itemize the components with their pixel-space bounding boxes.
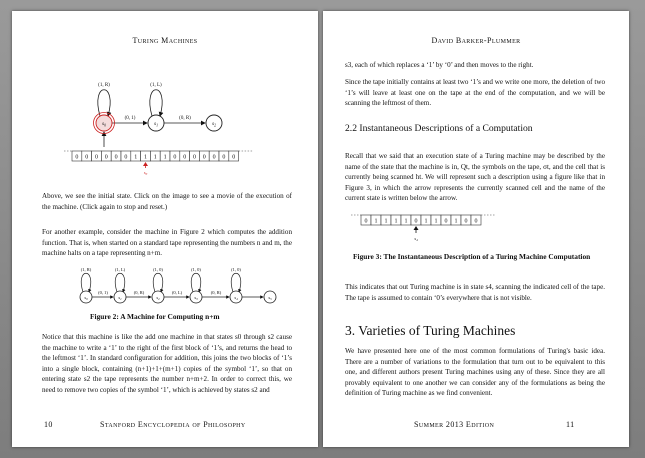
paragraph-indicates-state: This indicates that out Turing machine is in state s4, scanning the indicated cell of the tape. The tape is assumed to contain ‘0’s everywhere that is not visible. — [345, 283, 605, 302]
footer-page-number-right: 11 — [566, 420, 575, 429]
figure-2-state-label-1: $s_1$ — [118, 294, 122, 301]
figure-1-loop-label-0: (1, R) — [98, 83, 110, 88]
figure-2-loop-2 — [153, 273, 163, 292]
paragraph-machine-explanation: Notice that this machine is like the add one machine in that states s0 through s2 cause the machine to write a ‘1’ to the right of the first block of ‘1’s, and returns the head to the leftmost ‘1’. In standard configuration for addition, this joins the two blocks of ‘1’s into a single block, containing (n+1)+1+(m+1) copies of the symbol ‘1’, so that on entering state s2 the tape represents the number n+m+2. In order to correct this, we need to remove two copies of the symbol ‘1’, which is achieved by states s2 and — [42, 333, 292, 394]
figure-3-tape-symbol: 0 — [464, 218, 468, 225]
figure-1-tape-symbol: 0 — [222, 154, 226, 161]
figure-2-state-label-2: $s_2$ — [156, 294, 160, 301]
figure-2-caption: Figure 2: A Machine for Computing n+m — [90, 312, 220, 321]
left-page — [12, 11, 318, 447]
figure-2-loop-label-1: (1, L) — [114, 267, 126, 272]
running-header-author: David Barker-Plummer — [431, 36, 521, 45]
figure-2-state-label-0: $s_0$ — [84, 294, 88, 301]
figure-1-tape-symbol: 0 — [85, 154, 89, 161]
figure-1-tape-symbol: 0 — [124, 154, 128, 161]
figure-1-tape-symbol: 0 — [173, 154, 177, 161]
figure-1-tape-symbol: 1 — [134, 154, 138, 161]
right-page — [323, 11, 629, 447]
figure-1-state-label-1: $s_1$ — [153, 121, 159, 128]
figure-1-edge-label-0: (0, 1) — [124, 116, 136, 121]
figure-3-tape-symbol: 1 — [394, 218, 398, 225]
figure-2-loop-label-4: (1, 0) — [231, 267, 241, 272]
figure-1-tape-symbol: 1 — [144, 154, 147, 161]
figure-2-edge-label-3: (0, R) — [210, 290, 222, 295]
figure-3-tape-symbol: 1 — [424, 218, 428, 225]
figure-1-head-label: $s_0$ — [143, 170, 148, 175]
figure-1-loop-label-1: (1, L) — [150, 83, 162, 88]
figure-2-state-label-3: $s_3$ — [194, 294, 198, 301]
section-heading-3: 3. Varieties of Turing Machines — [345, 323, 516, 338]
figure-3-tape-symbol: 0 — [364, 218, 368, 225]
figure-2-edge-label-0: (0, 1) — [98, 290, 108, 295]
figure-2-loop-label-3: (1, 0) — [191, 267, 201, 272]
running-header-title: Turing Machines — [132, 36, 198, 45]
figure-1-state-label-0: $s_0$ — [101, 121, 107, 128]
figure-1-tape-symbol: 0 — [232, 154, 236, 161]
figure-1-tape-symbol: 0 — [75, 154, 79, 161]
figure-3-tape — [351, 209, 511, 249]
figure-3-tape-symbol: 1 — [404, 218, 408, 225]
figure-2-loop-4 — [231, 273, 241, 292]
figure-1-edge-label-1: (0, R) — [179, 116, 191, 121]
paragraph-initial-state: Above, we see the initial state. Click on the image to see a movie of the execution of the machine. (Click again to stop and reset.) — [42, 192, 292, 211]
figure-2-state-label-4: $s_4$ — [234, 294, 238, 301]
footer-edition: Summer 2013 Edition — [414, 420, 495, 429]
figure-2-loop-1 — [115, 273, 125, 292]
figure-2-loop-0 — [81, 273, 91, 292]
figure-1-tape-symbol: 0 — [193, 154, 196, 161]
paragraph-execution-state: Recall that we said that an execution state of a Turing machine may be described by the name of the state that the machine is in, Qt, the symbols on the tape, σt, and the cell that is currently being scanned ht. We will represent such a description using a figure like that in Figure 3, in which the arrow represents the currently scanned cell and the name of the current state is written below the arrow. — [345, 152, 605, 202]
figure-3-tape-symbol: 0 — [444, 218, 448, 225]
figure-1-tape-symbol: 1 — [163, 154, 167, 161]
figure-1-state-label-2: $s_2$ — [211, 121, 217, 128]
paragraph-tape-contains: Since the tape initially contains at least two ‘1’s and we write one more, the deletion of two ‘1’s will leave at least one on the tape at the end of the computation, and we will be scanning the leftmost of them. — [345, 78, 605, 107]
figure-2-state-label-5: $s_5$ — [268, 294, 272, 301]
figure-2-state-diagram — [78, 267, 278, 317]
figure-1-tape-symbol: 0 — [114, 154, 118, 161]
figure-3-tape-symbol: 1 — [374, 218, 378, 225]
figure-3-tape-symbol: 0 — [414, 218, 418, 225]
figure-1-tape-symbol: 0 — [95, 154, 98, 161]
figure-1-tape-symbol: 0 — [104, 154, 108, 161]
figure-1-tape[interactable] — [64, 145, 274, 175]
paragraph-s3-replaces: s3, each of which replaces a ‘1’ by ‘0’ and then moves to the right. — [345, 61, 534, 69]
figure-1-tape-symbol: 0 — [212, 154, 216, 161]
figure-1-loop-1 — [150, 90, 162, 116]
figure-2-edge-label-1: (0, R) — [133, 290, 145, 295]
figure-1-loop-0 — [98, 90, 110, 116]
figure-1-tape-symbol: 0 — [202, 154, 206, 161]
paragraph-addition-example: For another example, consider the machine in Figure 2 which computes the addition function. That is, when started on a standard tape representing the numbers n and m, the machine halts on a tape representing n+m. — [42, 228, 292, 257]
figure-3-tape-symbol: 1 — [434, 218, 438, 225]
figure-1-tape-symbol: 1 — [153, 154, 157, 161]
figure-2-loop-label-0: (1, R) — [80, 267, 92, 272]
figure-3-caption: Figure 3: The Instantaneous Description of a Turing Machine Computation — [353, 252, 591, 261]
figure-3-head-label: $s_4$ — [414, 236, 418, 243]
figure-2-loop-3 — [191, 273, 201, 292]
section-heading-2-2: 2.2 Instantaneous Descriptions of a Computation — [345, 123, 533, 134]
figure-3-tape-symbol: 1 — [454, 218, 458, 225]
figure-2-loop-label-2: (1, 0) — [153, 267, 163, 272]
footer-page-number: 10 — [44, 420, 53, 429]
figure-1-tape-symbol: 0 — [183, 154, 187, 161]
footer-publication-title: Stanford Encyclopedia of Philosophy — [100, 420, 246, 429]
paragraph-varieties: We have presented here one of the most common formulations of Turing's basic idea. There are a number of variations to the formulation that turn out to be equivalent to this one, and different authors present Turing machines using any of these. Since they are all provably equivalent to one another we can consider any of the formulations as being the definition of Turing machine as we find convenient. — [345, 347, 605, 397]
figure-2-edge-label-2: (0, L) — [171, 290, 183, 295]
figure-3-tape-symbol: 1 — [384, 218, 388, 225]
figure-3-tape-symbol: 0 — [474, 218, 478, 225]
